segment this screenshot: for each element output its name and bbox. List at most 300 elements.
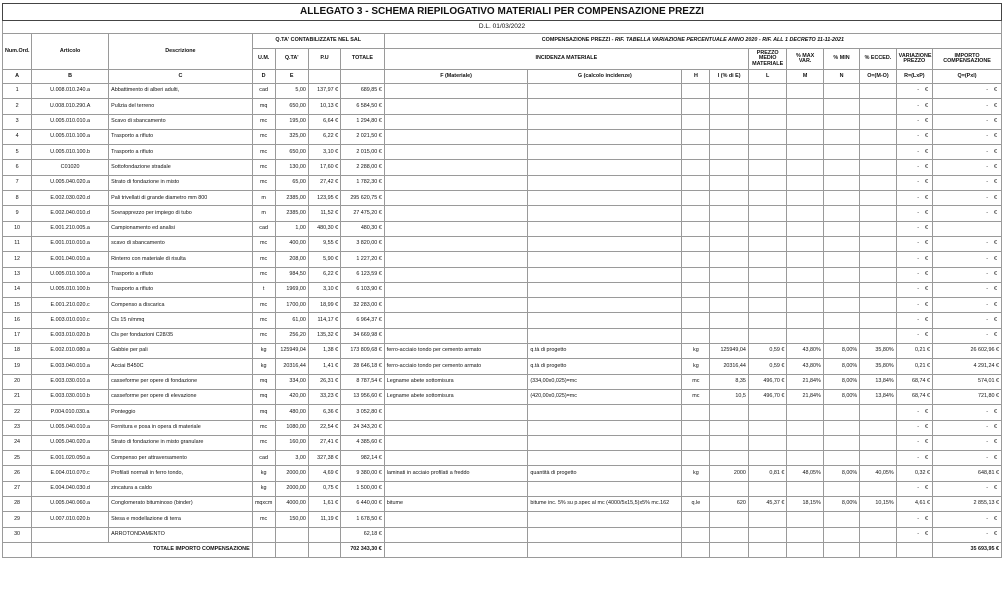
row-min bbox=[823, 252, 859, 267]
row-ecced bbox=[860, 313, 896, 328]
row-pu: 33,23 € bbox=[308, 389, 340, 404]
dash-mark: - bbox=[917, 255, 920, 262]
row-importo bbox=[933, 191, 1002, 206]
table-row bbox=[3, 175, 1002, 190]
row-totale: 173 809,68 € bbox=[341, 344, 385, 359]
empty-value-placeholder bbox=[935, 241, 999, 246]
row-pu: 6,22 € bbox=[308, 129, 340, 144]
table-row bbox=[3, 129, 1002, 144]
dash-mark: - bbox=[917, 423, 920, 430]
dash-mark: - bbox=[986, 423, 988, 430]
row-ecced bbox=[860, 435, 896, 450]
row-um: mc bbox=[252, 175, 275, 190]
row-qta: 420,00 bbox=[275, 389, 308, 404]
row-um: mq bbox=[252, 405, 275, 420]
row-num: 28 bbox=[3, 497, 32, 512]
empty-value-placeholder bbox=[899, 517, 930, 522]
table-row bbox=[3, 466, 1002, 481]
row-articolo: U.005.010.010.a bbox=[32, 114, 109, 129]
row-variazione bbox=[896, 451, 932, 466]
row-max-var bbox=[787, 114, 823, 129]
dash-mark: - bbox=[917, 102, 920, 109]
row-descrizione: Cls 15 n/mmq bbox=[109, 313, 253, 328]
header-pu: P.U bbox=[308, 49, 340, 70]
dash-mark: - bbox=[986, 118, 988, 125]
row-qta: 65,00 bbox=[275, 175, 308, 190]
empty-value-placeholder bbox=[935, 532, 999, 537]
row-min bbox=[823, 405, 859, 420]
euro-mark: € bbox=[925, 148, 929, 155]
euro-mark: € bbox=[925, 332, 929, 339]
row-qta: 334,00 bbox=[275, 374, 308, 389]
row-ecced bbox=[860, 160, 896, 175]
row-importo bbox=[933, 129, 1002, 144]
row-variazione: 4,61 € bbox=[896, 497, 932, 512]
euro-mark: € bbox=[994, 423, 997, 430]
row-variazione bbox=[896, 160, 932, 175]
row-totale: 1 227,20 € bbox=[341, 252, 385, 267]
row-calcolo bbox=[528, 420, 682, 435]
table-row bbox=[3, 497, 1002, 512]
empty-value-placeholder bbox=[935, 333, 999, 338]
row-calcolo bbox=[528, 451, 682, 466]
row-max-var bbox=[787, 435, 823, 450]
row-articolo: U.005.010.100.b bbox=[32, 282, 109, 297]
row-materiale bbox=[384, 191, 528, 206]
row-max-var bbox=[787, 313, 823, 328]
row-materiale bbox=[384, 405, 528, 420]
row-importo bbox=[933, 175, 1002, 190]
row-variazione bbox=[896, 328, 932, 343]
row-totale: 6 964,37 € bbox=[341, 313, 385, 328]
row-calcolo bbox=[528, 267, 682, 282]
row-um: mc bbox=[252, 435, 275, 450]
row-min bbox=[823, 298, 859, 313]
row-pu: 6,64 € bbox=[308, 114, 340, 129]
total-cell-um bbox=[252, 542, 275, 557]
row-qta: 61,00 bbox=[275, 313, 308, 328]
row-calcolo bbox=[528, 221, 682, 236]
euro-mark: € bbox=[925, 301, 929, 308]
empty-value-placeholder bbox=[899, 180, 930, 185]
row-incidenza bbox=[710, 236, 748, 251]
row-materiale bbox=[384, 481, 528, 496]
row-num: 20 bbox=[3, 374, 32, 389]
row-calcolo: (334,00x0,025)=mc bbox=[528, 374, 682, 389]
row-calcolo bbox=[528, 206, 682, 221]
letter-blank-2 bbox=[341, 70, 385, 84]
euro-mark: € bbox=[925, 531, 929, 538]
row-num: 8 bbox=[3, 191, 32, 206]
row-importo bbox=[933, 298, 1002, 313]
row-um-materiale bbox=[682, 84, 710, 99]
euro-mark: € bbox=[925, 515, 929, 522]
empty-value-placeholder bbox=[935, 318, 999, 323]
row-ecced bbox=[860, 405, 896, 420]
row-max-var bbox=[787, 160, 823, 175]
row-um-materiale bbox=[682, 252, 710, 267]
row-um: mqxcm bbox=[252, 497, 275, 512]
row-qta: 2000,00 bbox=[275, 466, 308, 481]
row-um: cad bbox=[252, 84, 275, 99]
row-materiale: bitume bbox=[384, 497, 528, 512]
row-um: mc bbox=[252, 313, 275, 328]
row-articolo: E.001.210.020.c bbox=[32, 298, 109, 313]
row-totale: 32 283,00 € bbox=[341, 298, 385, 313]
row-prezzo-medio bbox=[748, 527, 786, 542]
row-incidenza bbox=[710, 435, 748, 450]
row-ecced bbox=[860, 84, 896, 99]
row-incidenza bbox=[710, 405, 748, 420]
document-title: ALLEGATO 3 - SCHEMA RIEPILOGATIVO MATERIALI PER COMPENSAZIONE PREZZI bbox=[3, 4, 1002, 21]
row-variazione bbox=[896, 298, 932, 313]
row-pu: 135,32 € bbox=[308, 328, 340, 343]
empty-value-placeholder bbox=[935, 180, 999, 185]
header-compensazione-ref: RIF. TABELLA VARIAZIONE PERCENTUALE ANNO 2020 - RIF. ALL 1 DECRETO 11-11-2021 bbox=[614, 37, 844, 44]
letter-i: I (% di E) bbox=[710, 70, 748, 84]
row-ecced bbox=[860, 129, 896, 144]
row-um: mc bbox=[252, 160, 275, 175]
dash-mark: - bbox=[986, 255, 988, 262]
euro-mark: € bbox=[925, 225, 929, 232]
row-min bbox=[823, 191, 859, 206]
total-cell-i bbox=[710, 542, 748, 557]
row-variazione bbox=[896, 481, 932, 496]
row-materiale bbox=[384, 175, 528, 190]
row-articolo: E.002.010.080.a bbox=[32, 344, 109, 359]
row-calcolo bbox=[528, 512, 682, 527]
row-incidenza bbox=[710, 114, 748, 129]
row-materiale bbox=[384, 84, 528, 99]
row-num: 12 bbox=[3, 252, 32, 267]
row-um: mc bbox=[252, 129, 275, 144]
row-calcolo: q.tà di progetto bbox=[528, 344, 682, 359]
empty-value-placeholder bbox=[935, 104, 999, 109]
row-qta: 325,00 bbox=[275, 129, 308, 144]
row-num: 30 bbox=[3, 527, 32, 542]
row-incidenza bbox=[710, 191, 748, 206]
row-articolo: U.005.040.060.a bbox=[32, 497, 109, 512]
row-min bbox=[823, 267, 859, 282]
row-num: 10 bbox=[3, 221, 32, 236]
row-um-materiale: kg bbox=[682, 466, 710, 481]
empty-value-placeholder bbox=[899, 241, 930, 246]
row-num: 21 bbox=[3, 389, 32, 404]
row-ecced: 13,84% bbox=[860, 389, 896, 404]
row-min: 8,00% bbox=[823, 389, 859, 404]
header-qta-group: Q.TA' CONTABILIZZATE NEL SAL bbox=[252, 34, 384, 49]
row-importo bbox=[933, 282, 1002, 297]
row-pu: 27,41 € bbox=[308, 435, 340, 450]
row-importo bbox=[933, 405, 1002, 420]
row-um-materiale bbox=[682, 145, 710, 160]
empty-value-placeholder bbox=[899, 119, 930, 124]
row-prezzo-medio bbox=[748, 512, 786, 527]
row-prezzo-medio bbox=[748, 328, 786, 343]
letter-f: F (Materiale) bbox=[384, 70, 528, 84]
dash-mark: - bbox=[986, 240, 988, 247]
row-num: 11 bbox=[3, 236, 32, 251]
row-min bbox=[823, 435, 859, 450]
row-prezzo-medio bbox=[748, 267, 786, 282]
row-um: t bbox=[252, 282, 275, 297]
row-max-var bbox=[787, 420, 823, 435]
row-descrizione: Compenso per attraversamento bbox=[109, 451, 253, 466]
table-row bbox=[3, 99, 1002, 114]
table-row bbox=[3, 145, 1002, 160]
row-prezzo-medio bbox=[748, 99, 786, 114]
row-pu: 6,22 € bbox=[308, 267, 340, 282]
row-pu: 4,69 € bbox=[308, 466, 340, 481]
row-incidenza: 620 bbox=[710, 497, 748, 512]
row-qta: 480,00 bbox=[275, 405, 308, 420]
row-articolo: U.005.040.020.a bbox=[32, 175, 109, 190]
empty-value-placeholder bbox=[935, 196, 999, 201]
row-max-var: 21,84% bbox=[787, 374, 823, 389]
row-max-var bbox=[787, 191, 823, 206]
row-materiale bbox=[384, 313, 528, 328]
row-pu: 17,60 € bbox=[308, 160, 340, 175]
euro-mark: € bbox=[994, 194, 997, 201]
row-incidenza bbox=[710, 527, 748, 542]
euro-mark: € bbox=[925, 454, 929, 461]
row-um-materiale bbox=[682, 405, 710, 420]
row-totale: 27 475,20 € bbox=[341, 206, 385, 221]
dash-mark: - bbox=[917, 332, 920, 339]
empty-value-placeholder bbox=[899, 303, 930, 308]
row-variazione bbox=[896, 236, 932, 251]
row-materiale bbox=[384, 206, 528, 221]
table-row bbox=[3, 114, 1002, 129]
row-prezzo-medio bbox=[748, 405, 786, 420]
table-row bbox=[3, 374, 1002, 389]
row-max-var: 21,84% bbox=[787, 389, 823, 404]
row-variazione bbox=[896, 84, 932, 99]
row-calcolo bbox=[528, 298, 682, 313]
header-articolo: Articolo bbox=[32, 34, 109, 70]
row-calcolo bbox=[528, 481, 682, 496]
row-num: 1 bbox=[3, 84, 32, 99]
row-totale: 2 021,50 € bbox=[341, 129, 385, 144]
euro-mark: € bbox=[925, 423, 929, 430]
euro-mark: € bbox=[925, 102, 929, 109]
row-um-materiale: kg bbox=[682, 359, 710, 374]
row-um-materiale: q.le bbox=[682, 497, 710, 512]
row-max-var bbox=[787, 267, 823, 282]
row-articolo: E.003.010.010.c bbox=[32, 313, 109, 328]
empty-value-placeholder bbox=[935, 517, 999, 522]
row-variazione bbox=[896, 175, 932, 190]
dash-mark: - bbox=[917, 118, 920, 125]
row-materiale bbox=[384, 160, 528, 175]
row-qta: 984,50 bbox=[275, 267, 308, 282]
letter-g: G (calcolo incidenze) bbox=[528, 70, 682, 84]
row-pu: 480,30 € bbox=[308, 221, 340, 236]
euro-mark: € bbox=[925, 194, 929, 201]
row-um: kg bbox=[252, 344, 275, 359]
row-um-materiale bbox=[682, 481, 710, 496]
row-min bbox=[823, 145, 859, 160]
euro-mark: € bbox=[994, 301, 997, 308]
row-materiale bbox=[384, 129, 528, 144]
row-qta: 125949,04 bbox=[275, 344, 308, 359]
row-calcolo bbox=[528, 328, 682, 343]
row-um: mc bbox=[252, 328, 275, 343]
table-row bbox=[3, 191, 1002, 206]
dash-mark: - bbox=[986, 102, 988, 109]
row-materiale bbox=[384, 435, 528, 450]
euro-mark: € bbox=[994, 316, 997, 323]
dash-mark: - bbox=[917, 148, 920, 155]
row-articolo: U.005.010.100.b bbox=[32, 145, 109, 160]
row-min bbox=[823, 512, 859, 527]
dash-mark: - bbox=[986, 271, 988, 277]
row-num: 18 bbox=[3, 344, 32, 359]
row-um: cad bbox=[252, 221, 275, 236]
row-qta: 1,00 bbox=[275, 221, 308, 236]
row-importo bbox=[933, 451, 1002, 466]
row-materiale bbox=[384, 451, 528, 466]
row-num: 2 bbox=[3, 99, 32, 114]
euro-mark: € bbox=[925, 316, 929, 323]
table-row bbox=[3, 359, 1002, 374]
row-um: mc bbox=[252, 236, 275, 251]
euro-mark: € bbox=[925, 240, 929, 247]
row-max-var: 43,80% bbox=[787, 359, 823, 374]
row-qta: 1080,00 bbox=[275, 420, 308, 435]
letter-r: R=(LxP) bbox=[896, 70, 932, 84]
row-incidenza: 10,5 bbox=[710, 389, 748, 404]
empty-value-placeholder bbox=[899, 440, 930, 445]
euro-mark: € bbox=[994, 240, 997, 247]
row-totale: 2 015,00 € bbox=[341, 145, 385, 160]
empty-value-placeholder bbox=[899, 410, 930, 415]
row-qta bbox=[275, 527, 308, 542]
row-max-var bbox=[787, 99, 823, 114]
row-descrizione: Ponteggio bbox=[109, 405, 253, 420]
row-importo bbox=[933, 328, 1002, 343]
row-min: 8,00% bbox=[823, 466, 859, 481]
euro-mark: € bbox=[994, 118, 997, 125]
row-descrizione: Pali trivellati di grande diametro mm 800 bbox=[109, 191, 253, 206]
row-pu: 11,19 € bbox=[308, 512, 340, 527]
empty-value-placeholder bbox=[935, 486, 999, 491]
row-qta: 1700,00 bbox=[275, 298, 308, 313]
row-qta: 208,00 bbox=[275, 252, 308, 267]
dash-mark: - bbox=[917, 271, 920, 277]
row-variazione bbox=[896, 206, 932, 221]
row-materiale bbox=[384, 420, 528, 435]
table-row bbox=[3, 481, 1002, 496]
row-articolo: E.003.040.010.a bbox=[32, 359, 109, 374]
row-importo bbox=[933, 267, 1002, 282]
empty-value-placeholder bbox=[899, 486, 930, 491]
row-totale: 6 440,00 € bbox=[341, 497, 385, 512]
empty-value-placeholder bbox=[899, 532, 930, 537]
row-totale: 62,18 € bbox=[341, 527, 385, 542]
row-qta: 150,00 bbox=[275, 512, 308, 527]
empty-value-placeholder bbox=[935, 119, 999, 124]
table-row bbox=[3, 420, 1002, 435]
row-importo bbox=[933, 527, 1002, 542]
row-descrizione: Scavo di sbancamento bbox=[109, 114, 253, 129]
row-materiale bbox=[384, 236, 528, 251]
row-min bbox=[823, 206, 859, 221]
row-materiale bbox=[384, 267, 528, 282]
header-compensazione-group bbox=[384, 34, 1001, 49]
empty-value-placeholder bbox=[899, 272, 930, 277]
row-articolo: E.002.030.020.d bbox=[32, 191, 109, 206]
dash-mark: - bbox=[986, 515, 988, 522]
row-max-var bbox=[787, 236, 823, 251]
row-importo bbox=[933, 481, 1002, 496]
row-ecced bbox=[860, 206, 896, 221]
row-min bbox=[823, 282, 859, 297]
row-pu: 3,10 € bbox=[308, 145, 340, 160]
row-articolo: U.007.010.020.b bbox=[32, 512, 109, 527]
row-descrizione: Pulizia del terreno bbox=[109, 99, 253, 114]
row-importo bbox=[933, 420, 1002, 435]
row-calcolo bbox=[528, 313, 682, 328]
dash-mark: - bbox=[986, 286, 988, 293]
row-max-var bbox=[787, 451, 823, 466]
row-articolo bbox=[32, 527, 109, 542]
row-um-materiale bbox=[682, 313, 710, 328]
row-importo: 4 291,24 € bbox=[933, 359, 1002, 374]
dash-mark: - bbox=[917, 240, 920, 247]
dash-mark: - bbox=[917, 485, 920, 492]
table-row bbox=[3, 206, 1002, 221]
row-max-var bbox=[787, 84, 823, 99]
euro-mark: € bbox=[994, 148, 997, 155]
row-incidenza bbox=[710, 84, 748, 99]
row-pu: 114,17 € bbox=[308, 313, 340, 328]
row-min bbox=[823, 236, 859, 251]
row-um-materiale bbox=[682, 420, 710, 435]
row-ecced bbox=[860, 99, 896, 114]
row-descrizione: Acciai B450C bbox=[109, 359, 253, 374]
row-importo bbox=[933, 236, 1002, 251]
row-articolo: E.001.020.050.a bbox=[32, 451, 109, 466]
dash-mark: - bbox=[986, 531, 988, 538]
row-incidenza: 20316,44 bbox=[710, 359, 748, 374]
row-calcolo bbox=[528, 160, 682, 175]
row-pu: 10,13 € bbox=[308, 99, 340, 114]
row-prezzo-medio bbox=[748, 84, 786, 99]
row-totale: 3 820,00 € bbox=[341, 236, 385, 251]
empty-value-placeholder bbox=[935, 165, 999, 170]
row-num: 23 bbox=[3, 420, 32, 435]
total-cell-g bbox=[528, 542, 682, 557]
row-importo: 2 855,13 € bbox=[933, 497, 1002, 512]
spreadsheet bbox=[2, 3, 1002, 558]
euro-mark: € bbox=[925, 163, 929, 170]
row-materiale bbox=[384, 221, 528, 236]
total-cell-pu bbox=[308, 542, 340, 557]
table-row bbox=[3, 527, 1002, 542]
row-variazione bbox=[896, 527, 932, 542]
row-articolo: E.001.040.010.a bbox=[32, 252, 109, 267]
row-min: 8,00% bbox=[823, 374, 859, 389]
row-num: 6 bbox=[3, 160, 32, 175]
row-ecced bbox=[860, 420, 896, 435]
row-prezzo-medio: 496,70 € bbox=[748, 374, 786, 389]
row-importo bbox=[933, 160, 1002, 175]
euro-mark: € bbox=[925, 118, 929, 125]
empty-value-placeholder bbox=[935, 211, 999, 216]
header-importo: IMPORTO COMPENSAZIONE bbox=[933, 49, 1002, 70]
row-ecced bbox=[860, 175, 896, 190]
